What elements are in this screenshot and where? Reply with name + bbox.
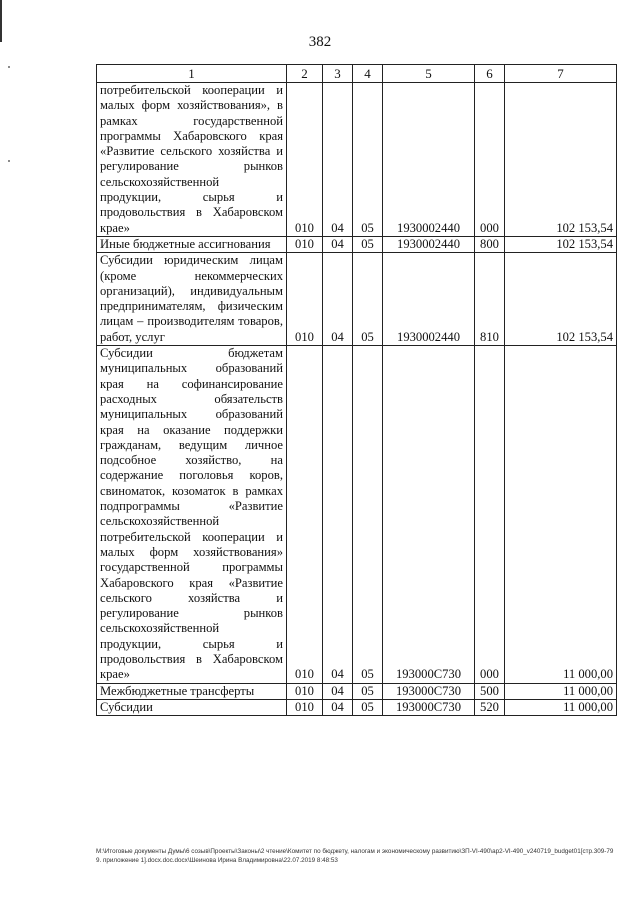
row-amount: 102 153,54: [505, 253, 617, 346]
row-target-article: 193000С730: [383, 346, 475, 684]
row-section: 04: [323, 683, 353, 699]
budget-table: [96, 64, 617, 716]
row-expense-type: 800: [475, 236, 505, 252]
row-ministry-code: 010: [287, 683, 323, 699]
row-amount: 11 000,00: [505, 699, 617, 715]
row-subsection: 05: [353, 83, 383, 237]
row-amount: 102 153,54: [505, 83, 617, 237]
row-section: 04: [323, 236, 353, 252]
row-expense-type: 000: [475, 346, 505, 684]
row-name: потребительской кооперации и малых форм хозяйствования», в рамках государственной программы Хабаровского края «Развитие сельского хозяйства и регулирование рынков сельскохозяйственной продукции, сырья и продовольствия в Хабаровском крае»: [97, 83, 287, 237]
row-ministry-code: 010: [287, 236, 323, 252]
row-amount: 102 153,54: [505, 236, 617, 252]
row-section: 04: [323, 253, 353, 346]
row-name: Межбюджетные трансферты: [97, 683, 287, 699]
row-target-article: 193000С730: [383, 699, 475, 715]
row-expense-type: 500: [475, 683, 505, 699]
table-row: [97, 253, 617, 346]
table-row: [97, 236, 617, 252]
row-section: 04: [323, 83, 353, 237]
header-col-3: 3: [323, 65, 353, 83]
row-expense-type: 520: [475, 699, 505, 715]
header-col-5: 5: [383, 65, 475, 83]
row-subsection: 05: [353, 236, 383, 252]
row-amount: 11 000,00: [505, 683, 617, 699]
header-col-6: 6: [475, 65, 505, 83]
page-number: 382: [308, 34, 332, 50]
row-expense-type: 810: [475, 253, 505, 346]
row-target-article: 1930002440: [383, 83, 475, 237]
row-expense-type: 000: [475, 83, 505, 237]
margin-dot: [8, 66, 10, 68]
row-ministry-code: 010: [287, 83, 323, 237]
row-target-article: 193000С730: [383, 683, 475, 699]
row-section: 04: [323, 346, 353, 684]
row-subsection: 05: [353, 253, 383, 346]
row-subsection: 05: [353, 699, 383, 715]
margin-dot: [8, 160, 10, 162]
table-row: [97, 346, 617, 684]
header-row: [97, 65, 617, 83]
header-col-2: 2: [287, 65, 323, 83]
row-subsection: 05: [353, 346, 383, 684]
header-col-1: 1: [97, 65, 287, 83]
table-row: [97, 83, 617, 237]
row-name: Субсидии юридическим лицам (кроме некоммерческих организаций), индивидуальным предпринимателям, физическим лицам – производителям товаров, работ, услуг: [97, 253, 287, 346]
row-ministry-code: 010: [287, 346, 323, 684]
row-ministry-code: 010: [287, 253, 323, 346]
row-ministry-code: 010: [287, 699, 323, 715]
row-name: Субсидии бюджетам муниципальных образований края на софинансирование расходных обязательств муниципальных образований края на оказание поддержки гражданам, ведущим личное подсобное хозяйство, на содержание поголовья коров, свиноматок, козоматок в рамках подпрограммы «Развитие сельскохозяйственной потребительской кооперации и малых форм хозяйствования» государственной программы Хабаровского края «Развитие сельского хозяйства и регулирование рынков сельскохозяйственной продукции, сырья и продовольствия в Хабаровском крае»: [97, 346, 287, 684]
row-name: Иные бюджетные ассигнования: [97, 236, 287, 252]
row-amount: 11 000,00: [505, 346, 617, 684]
table-row: [97, 683, 617, 699]
header-col-7: 7: [505, 65, 617, 83]
row-section: 04: [323, 699, 353, 715]
row-name: Субсидии: [97, 699, 287, 715]
document-path-footer: M:\Итоговые документы Думы\6 созыв\Проекты\Законы\2 чтение\Комитет по бюджету, налогам и экономическому развитию\ЗП-VI-490\ap2-VI-490_v240719_budget01[стр.309-799. приложение 1].docx.doc.docx\Шеинова Ирина Владимировна\22.07.2019 8:48:53: [96, 848, 614, 864]
row-target-article: 1930002440: [383, 236, 475, 252]
table-row: [97, 699, 617, 715]
header-col-4: 4: [353, 65, 383, 83]
row-target-article: 1930002440: [383, 253, 475, 346]
row-subsection: 05: [353, 683, 383, 699]
